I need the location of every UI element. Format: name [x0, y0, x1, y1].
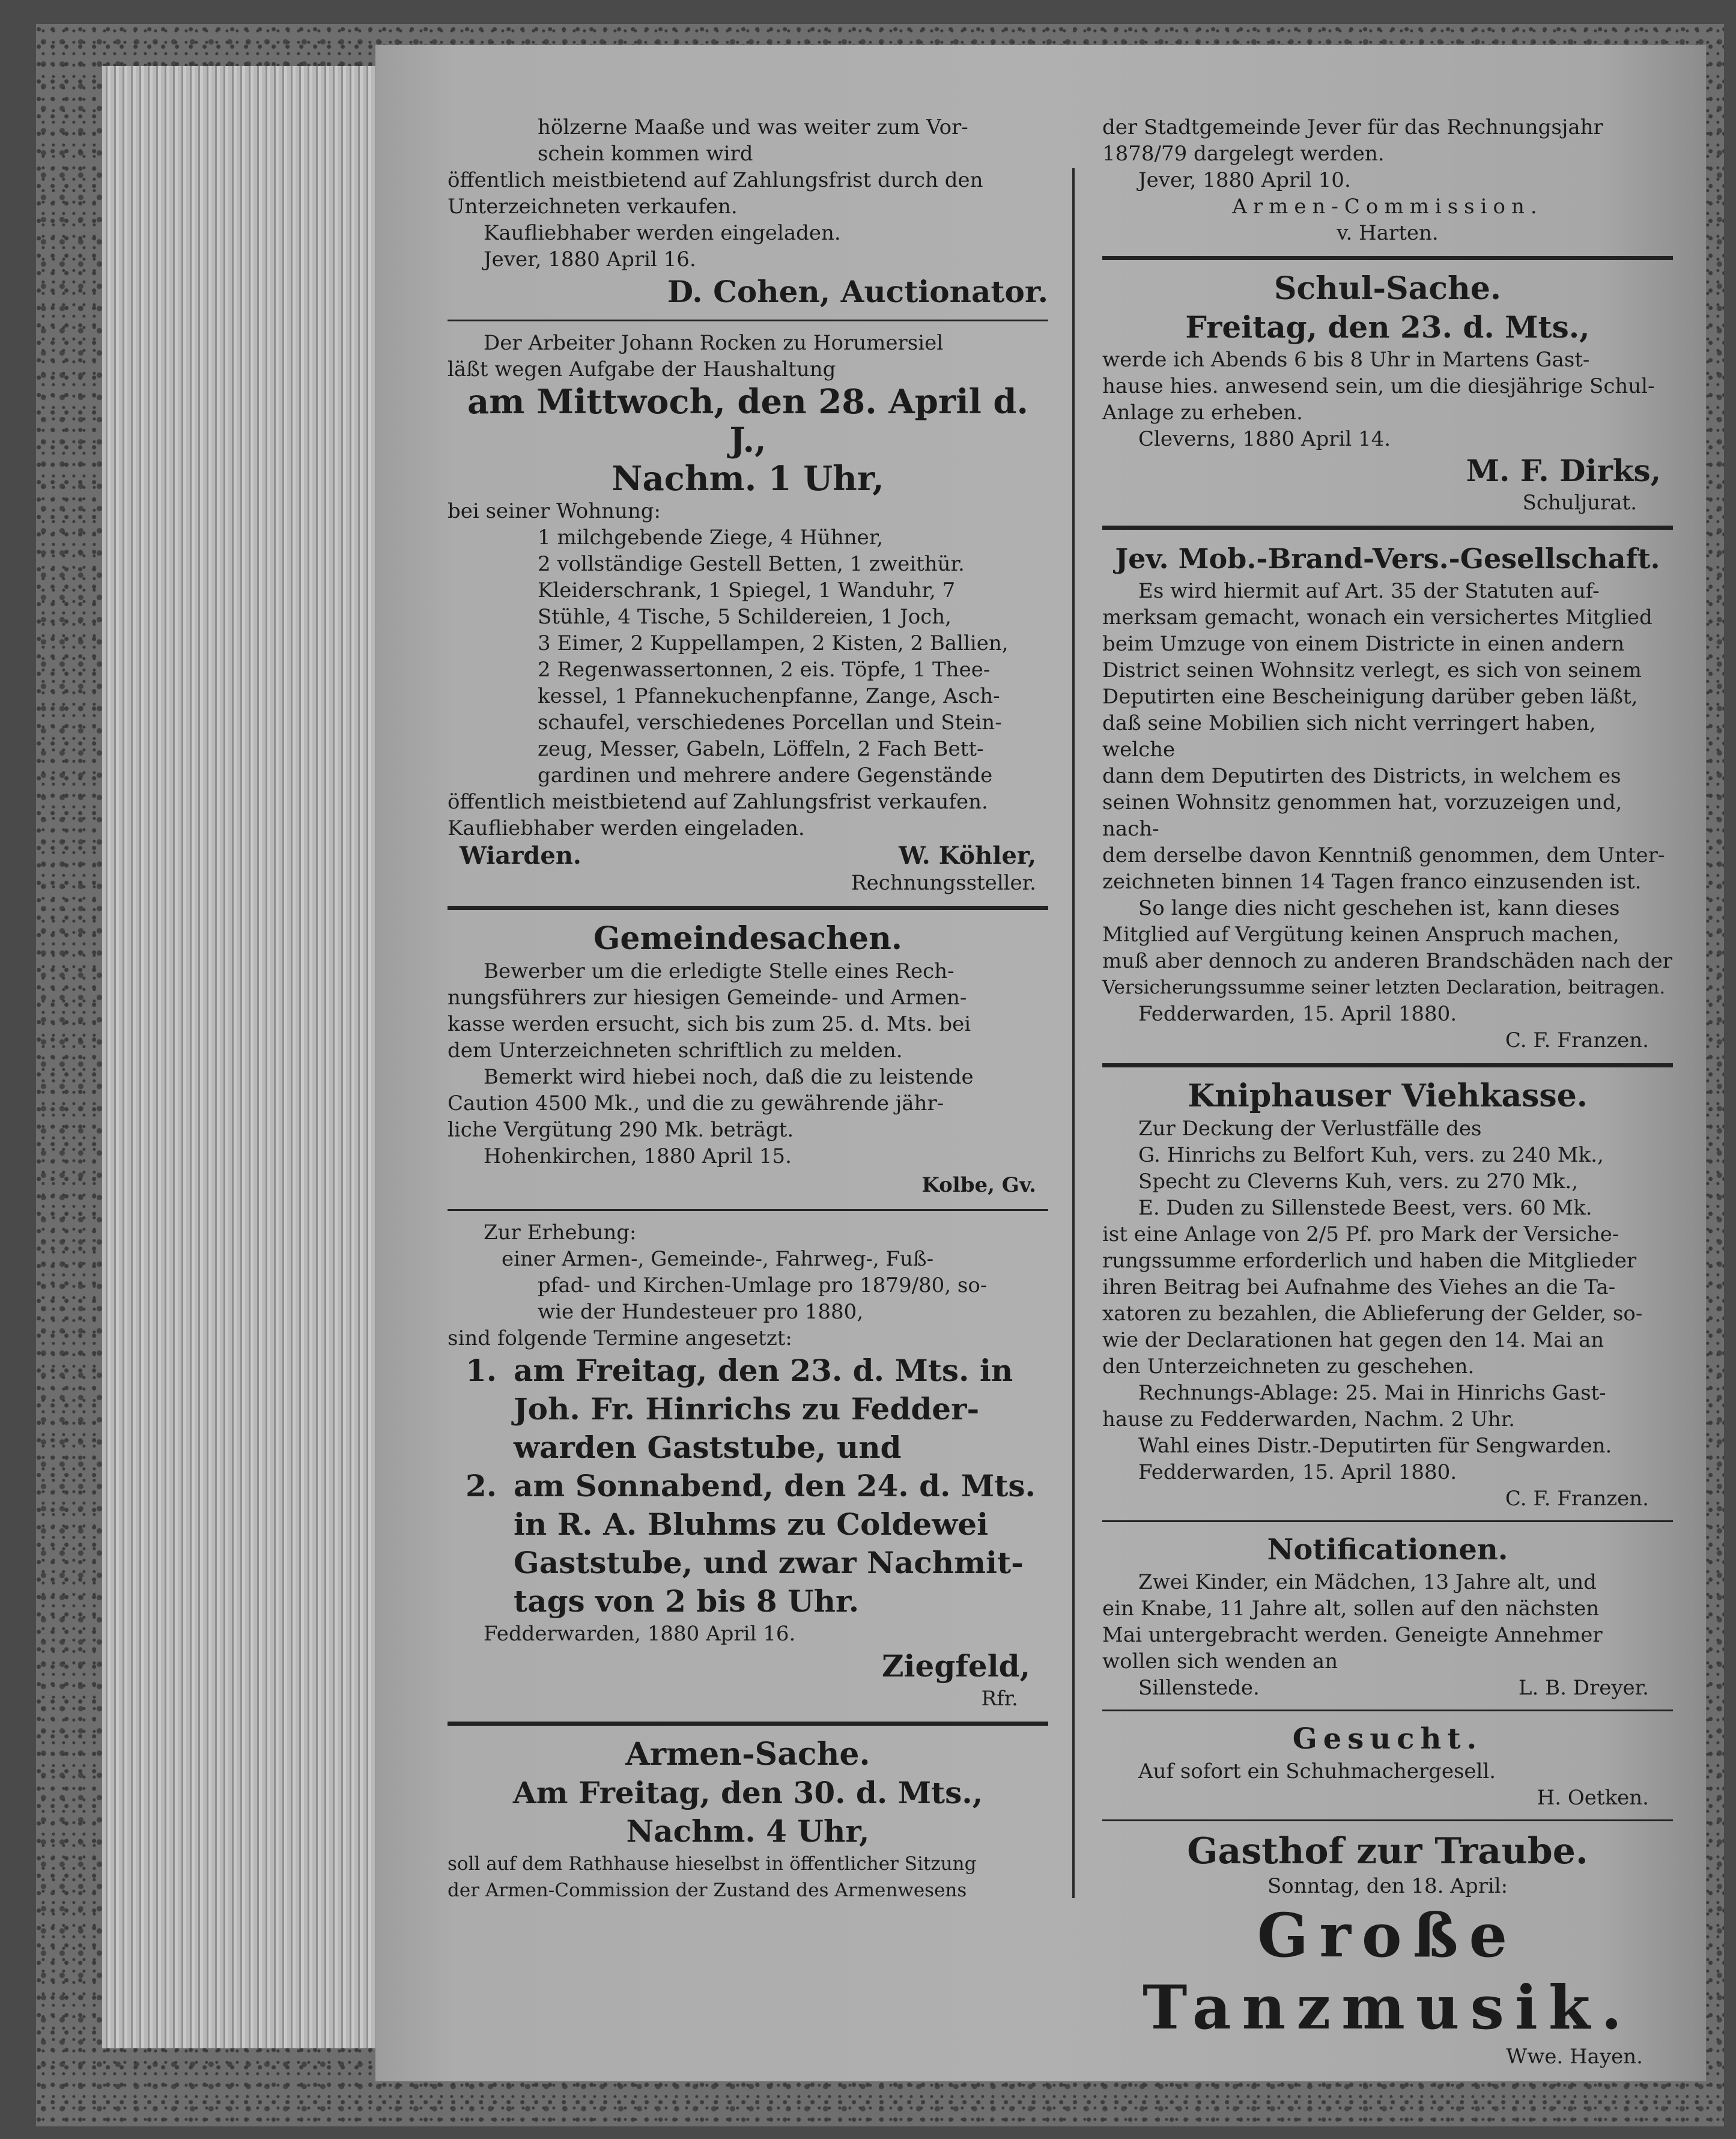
- text-line: Kaufliebhaber werden eingeladen.: [448, 816, 805, 840]
- text-line: öffentlich meistbietend auf Zahlungsfrist verkaufen.: [448, 790, 988, 814]
- text-line: Zur Erhebung:: [484, 1221, 637, 1245]
- text-line: G. Hinrichs zu Belfort Kuh, vers. zu 240 Mk.,: [1138, 1143, 1604, 1167]
- list-item: schaufel, verschiedenes Porcellan und Stein-: [538, 711, 1002, 735]
- signature: C. F. Franzen.: [1505, 1487, 1649, 1511]
- text-line: dem derselbe davon Kenntniß genommen, dem Unter-: [1102, 843, 1665, 867]
- list-text: in R. A. Bluhms zu Coldewei: [514, 1506, 989, 1542]
- signature: H. Oetken.: [1537, 1786, 1649, 1810]
- text-line: seinen Wohnsitz genommen hat, vorzuzeigen und, nach-: [1102, 790, 1622, 841]
- text-line: wie der Hundesteuer pro 1880,: [538, 1300, 864, 1324]
- text-line: Jever, 1880 April 16.: [484, 247, 696, 272]
- text-line: Cleverns, 1880 April 14.: [1138, 427, 1391, 451]
- section-heading: Armen-Sache.: [625, 1736, 870, 1773]
- text-line: hause zu Fedderwarden, Nachm. 2 Uhr.: [1102, 1407, 1515, 1431]
- divider: [448, 1722, 1048, 1726]
- text-line: ihren Beitrag bei Aufnahme des Viehes an die Ta-: [1102, 1275, 1616, 1299]
- text-line: Jever, 1880 April 10.: [1138, 168, 1351, 192]
- signature-row: [1102, 1675, 1673, 1701]
- list-text: Joh. Fr. Hinrichs zu Fedder-: [514, 1391, 980, 1427]
- text-line: ist eine Anlage von 2/5 Pf. pro Mark der Versiche-: [1102, 1222, 1619, 1246]
- gemeindesachen: [448, 920, 1048, 1201]
- meeting-date: Am Freitag, den 30. d. Mts.,: [512, 1775, 983, 1810]
- text-line: soll auf dem Rathhause hieselbst in öffentlicher Sitzung: [448, 1853, 977, 1875]
- text-line: rungssumme erforderlich und haben die Mitglieder: [1102, 1249, 1637, 1273]
- signature-title: Rechnungssteller.: [851, 871, 1036, 895]
- section-heading: Notificationen.: [1267, 1533, 1508, 1567]
- list-item: kessel, 1 Pfannekuchenpfanne, Zange, Asch-: [538, 684, 1000, 708]
- schul-sache: [1102, 270, 1673, 516]
- text-line: liche Vergütung 290 Mk. beträgt.: [448, 1118, 794, 1142]
- text-line: Caution 4500 Mk., und die zu gewährende jähr-: [448, 1091, 944, 1115]
- text-line: 1878/79 dargelegt werden.: [1102, 142, 1385, 166]
- list-item: 2 vollständige Gestell Betten, 1 zweithür.: [538, 552, 965, 576]
- text-line: Unterzeichneten verkaufen.: [448, 195, 738, 219]
- section-heading: Kniphauser Viehkasse.: [1188, 1078, 1588, 1114]
- text-line: Zwei Kinder, ein Mädchen, 13 Jahre alt, und: [1138, 1570, 1597, 1594]
- text-line: dann dem Deputirten des Districts, in welchem es: [1102, 764, 1621, 788]
- text-line: muß aber dennoch zu anderen Brandschäden nach der: [1102, 949, 1672, 973]
- gesucht: [1102, 1720, 1673, 1811]
- gasthof-traube: [1102, 1830, 1673, 2070]
- text-line: der Stadtgemeinde Jever für das Rechnungsjahr: [1102, 115, 1603, 139]
- list-number: 1.: [466, 1353, 497, 1388]
- list-item: 1 milchgebende Ziege, 4 Hühner,: [538, 526, 884, 550]
- list-text: warden Gaststube, und: [514, 1430, 902, 1465]
- divider: [1102, 1520, 1673, 1522]
- signature: v. Harten.: [1337, 221, 1439, 245]
- termin-2: [448, 1467, 1048, 1621]
- text-line: Kaufliebhaber werden eingeladen.: [484, 221, 841, 245]
- left-column: [448, 114, 1048, 1916]
- section-heading: Gasthof zur Traube.: [1187, 1830, 1588, 1872]
- text-line: Zur Deckung der Verlustfälle des: [1138, 1117, 1482, 1141]
- list-item: zeug, Messer, Gabeln, Löffeln, 2 Fach Bett-: [538, 737, 984, 761]
- divider: [1102, 1819, 1673, 1821]
- text-line: wollen sich wenden an: [1102, 1649, 1338, 1673]
- list-item: Kleiderschrank, 1 Spiegel, 1 Wanduhr, 7: [538, 578, 956, 602]
- divider: [448, 320, 1048, 321]
- notificationen: [1102, 1531, 1673, 1701]
- text-line: nungsführers zur hiesigen Gemeinde- und Armen-: [448, 986, 967, 1010]
- right-column: [1102, 114, 1673, 2069]
- signature: D. Cohen, Auctionator.: [667, 274, 1048, 309]
- event-title: Große Tanzmusik.: [1142, 1900, 1633, 2043]
- text-line: xatoren zu bezahlen, die Ablieferung der Gelder, so-: [1102, 1302, 1643, 1326]
- list-text: Gaststube, und zwar Nachmit-: [514, 1545, 1024, 1580]
- kniphauser-viehkasse: [1102, 1077, 1673, 1512]
- armen-commission: [1102, 114, 1673, 246]
- text-line: Bemerkt wird hiebei noch, daß die zu leistende: [484, 1065, 974, 1089]
- place-name: Sillenstede.: [1138, 1676, 1260, 1700]
- item-list: [448, 524, 1048, 789]
- text-line: Fedderwarden, 1880 April 16.: [484, 1622, 796, 1646]
- signature: Kolbe, Gv.: [921, 1173, 1036, 1197]
- termin-1: [448, 1352, 1048, 1467]
- text-line: ein Knabe, 11 Jahre alt, sollen auf den nächsten: [1102, 1597, 1600, 1621]
- text-line: daß seine Mobilien sich nicht verringert haben, welche: [1102, 711, 1596, 762]
- text-line: kasse werden ersucht, sich bis zum 25. d. Mts. bei: [448, 1012, 971, 1036]
- column-rule: [1072, 168, 1075, 1898]
- page-edges: [102, 66, 382, 2048]
- event-date: Sonntag, den 18. April:: [1267, 1874, 1508, 1898]
- text-line: Wahl eines Distr.-Deputirten für Sengwarden.: [1138, 1434, 1612, 1458]
- signature-title: Schuljurat.: [1522, 491, 1637, 515]
- text-line: Fedderwarden, 15. April 1880.: [1138, 1002, 1457, 1026]
- section-heading: Schul-Sache.: [1273, 270, 1502, 307]
- text-line: Auf sofort ein Schuhmachergesell.: [1138, 1759, 1496, 1783]
- signature-title: Rfr.: [981, 1687, 1018, 1711]
- list-item: 2 Regenwassertonnen, 2 eis. Töpfe, 1 Thee-: [538, 658, 991, 682]
- text-line: werde ich Abends 6 bis 8 Uhr in Martens Gast-: [1102, 348, 1590, 372]
- signature: C. F. Franzen.: [1505, 1028, 1649, 1052]
- divider: [1102, 1710, 1673, 1711]
- event-date: Freitag, den 23. d. Mts.,: [1185, 309, 1590, 345]
- signature: W. Köhler,: [899, 842, 1036, 870]
- text-line: District seinen Wohnsitz verlegt, es sich von seinem: [1102, 658, 1642, 682]
- text-line: öffentlich meistbietend auf Zahlungsfrist durch den: [448, 168, 983, 192]
- text-line: schein kommen wird: [538, 142, 753, 166]
- signature-row: [448, 842, 1048, 870]
- text-line: Specht zu Cleverns Kuh, vers. zu 270 Mk.,: [1138, 1170, 1579, 1194]
- section-heading: Jev. Mob.-Brand-Vers.-Gesellschaft.: [1115, 542, 1660, 575]
- text-line: Versicherungssumme seiner letzten Declaration, beitragen.: [1102, 977, 1666, 998]
- text-line: dem Unterzeichneten schriftlich zu melden.: [448, 1039, 903, 1063]
- text-line: So lange dies nicht geschehen ist, kann dieses: [1138, 896, 1620, 920]
- armen-sache: [448, 1735, 1048, 1904]
- list-text: am Sonnabend, den 24. d. Mts.: [514, 1468, 1036, 1503]
- text-line: bei seiner Wohnung:: [448, 499, 661, 523]
- text-line: sind folgende Termine angesetzt:: [448, 1326, 792, 1350]
- erhebung: [448, 1219, 1048, 1712]
- section-heading: Gesucht.: [1292, 1722, 1483, 1756]
- org-name: Armen-Commission.: [1232, 195, 1543, 219]
- text-line: Rechnungs-Ablage: 25. Mai in Hinrichs Gast-: [1138, 1381, 1606, 1405]
- text-line: zeichneten binnen 14 Tagen franco einzusenden ist.: [1102, 870, 1642, 894]
- signature: Wwe. Hayen.: [1506, 2045, 1643, 2069]
- text-line: Deputirten eine Bescheinigung darüber geben läßt,: [1102, 685, 1638, 709]
- auction-time: Nachm. 1 Uhr,: [612, 459, 884, 499]
- text-line: beim Umzuge von einem Districte in einen andern: [1102, 632, 1625, 656]
- text-line: Hohenkirchen, 1880 April 15.: [484, 1144, 792, 1168]
- text-line: Mitglied auf Vergütung keinen Anspruch machen,: [1102, 923, 1619, 947]
- text-line: merksam gemacht, wonach ein versichertes Mitglied: [1102, 605, 1653, 630]
- signature: L. B. Dreyer.: [1518, 1676, 1649, 1700]
- brand-versicherung: [1102, 539, 1673, 1054]
- list-text: tags von 2 bis 8 Uhr.: [514, 1583, 860, 1619]
- text-line: Fedderwarden, 15. April 1880.: [1138, 1460, 1457, 1484]
- text-line: pfad- und Kirchen-Umlage pro 1879/80, so-: [538, 1273, 988, 1297]
- signature: M. F. Dirks,: [1466, 453, 1661, 488]
- divider: [448, 1209, 1048, 1211]
- signature: Ziegfeld,: [882, 1648, 1030, 1684]
- text-line: der Armen-Commission der Zustand des Armenwesens: [448, 1880, 967, 1901]
- text-line: den Unterzeichneten zu geschehen.: [1102, 1355, 1475, 1379]
- auction-cohen: [448, 114, 1048, 311]
- meeting-time: Nachm. 4 Uhr,: [626, 1813, 870, 1849]
- auction-date: am Mittwoch, den 28. April d. J.,: [467, 382, 1029, 460]
- text-line: hölzerne Maaße und was weiter zum Vor-: [538, 115, 968, 139]
- list-item: Stühle, 4 Tische, 5 Schildereien, 1 Joch,: [538, 605, 951, 629]
- text-line: Bewerber um die erledigte Stelle eines Rech-: [484, 959, 954, 983]
- divider: [448, 906, 1048, 910]
- divider: [1102, 526, 1673, 530]
- text-line: Anlage zu erheben.: [1102, 401, 1303, 425]
- list-text: am Freitag, den 23. d. Mts. in: [514, 1353, 1013, 1388]
- place-name: Wiarden.: [460, 842, 581, 870]
- section-heading: Gemeindesachen.: [593, 920, 903, 957]
- text-line: läßt wegen Aufgabe der Haushaltung: [448, 357, 836, 381]
- text-line: Der Arbeiter Johann Rocken zu Horumersiel: [484, 331, 944, 355]
- list-item: 3 Eimer, 2 Kuppellampen, 2 Kisten, 2 Ballien,: [538, 631, 1009, 655]
- auction-rocken: [448, 330, 1048, 896]
- text-line: einer Armen-, Gemeinde-, Fahrweg-, Fuß-: [502, 1247, 934, 1271]
- divider: [1102, 1063, 1673, 1067]
- text-line: E. Duden zu Sillenstede Beest, vers. 60 Mk.: [1138, 1196, 1592, 1220]
- list-number: 2.: [466, 1468, 497, 1503]
- text-line: wie der Declarationen hat gegen den 14. Mai an: [1102, 1328, 1604, 1352]
- text-line: Mai untergebracht werden. Geneigte Annehmer: [1102, 1623, 1603, 1647]
- text-line: Es wird hiermit auf Art. 35 der Statuten auf-: [1138, 579, 1600, 603]
- divider: [1102, 256, 1673, 260]
- text-line: hause hies. anwesend sein, um die diesjährige Schul-: [1102, 374, 1655, 398]
- list-item: gardinen und mehrere andere Gegenstände: [538, 763, 993, 787]
